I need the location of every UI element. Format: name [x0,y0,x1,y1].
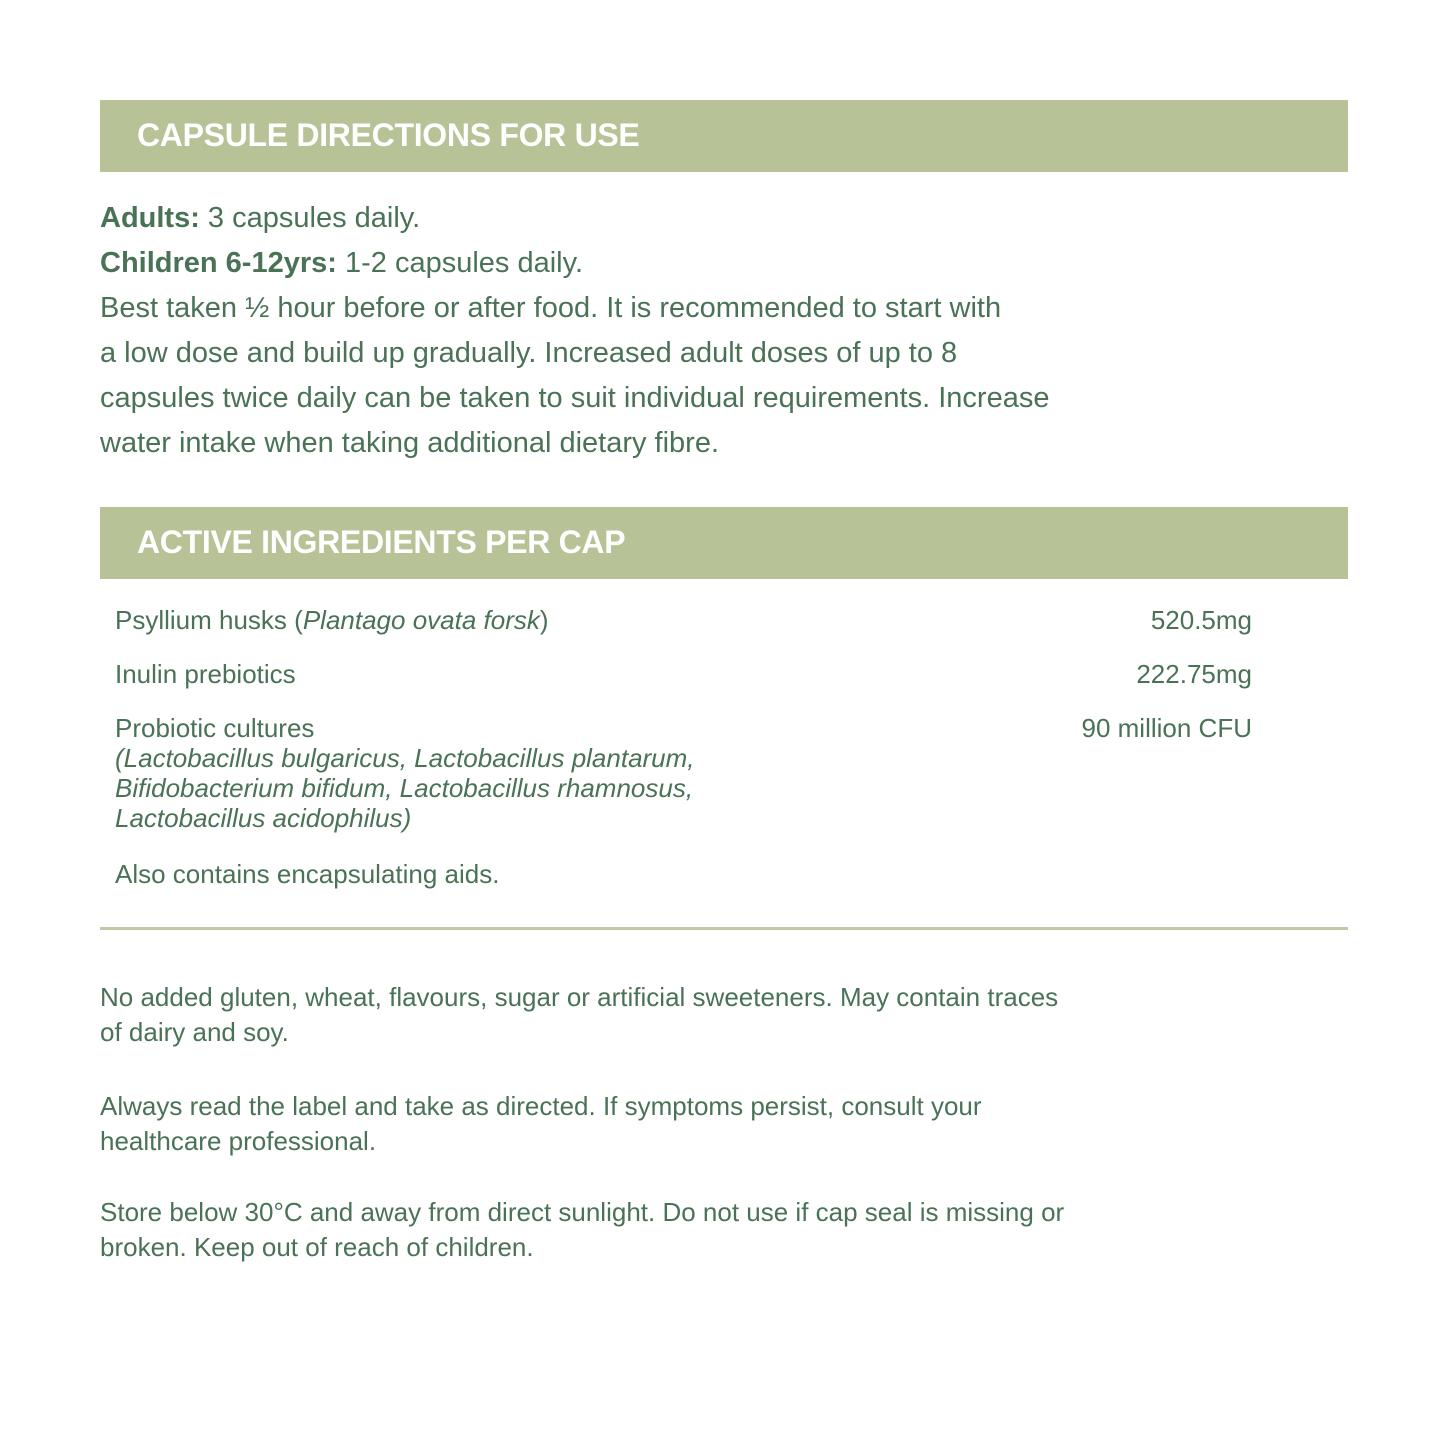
footer-line: No added gluten, wheat, flavours, sugar or artificial sweeteners. May contain traces [100,982,1059,1012]
children-line [100,241,1300,286]
warning-note [100,1089,1260,1159]
ingredient-amount: 222.75mg [1136,659,1252,689]
footer-line: Store below 30°C and away from direct sunlight. Do not use if cap seal is missing or [100,1197,1065,1227]
footer-line: healthcare professional. [100,1126,377,1156]
ingredient-latin: (Lactobacillus bulgaricus, Lactobacillus plantarum, [115,743,695,773]
adults-text: 3 capsules daily. [199,202,421,234]
divider [100,927,1348,930]
ingredient-paren: ) [539,605,549,635]
ingredient-name: Probiotic cultures [115,713,315,743]
ingredients-heading: ACTIVE INGREDIENTS PER CAP [137,524,626,560]
directions-line: Best taken ½ hour before or after food. It is recommended to start with [100,292,1002,324]
ingredient-amount: 90 million CFU [1081,713,1252,743]
adults-line [100,196,1300,241]
ingredient-latin: Lactobacillus acidophilus) [115,803,412,833]
footer-line: Always read the label and take as directed. If symptoms persist, consult your [100,1091,982,1121]
ingredient-row [115,713,1252,833]
ingredient-name: Inulin prebiotics [115,659,296,689]
ingredients-header [100,507,1348,579]
ingredient-row [115,605,1252,635]
storage-note [100,1195,1260,1265]
ingredient-latin: Bifidobacterium bifidum, Lactobacillus rhamnosus, [115,773,694,803]
footer-line: of dairy and soy. [100,1017,289,1047]
directions-line: water intake when taking additional dietary fibre. [100,427,720,459]
footer-line: broken. Keep out of reach of children. [100,1232,534,1262]
directions-header [100,100,1348,172]
allergen-note [100,980,1260,1050]
adults-label: Adults: [100,202,200,234]
ingredient-amount: 520.5mg [1150,605,1252,635]
ingredient-latin: Plantago ovata forsk [302,605,540,635]
ingredients-note: Also contains encapsulating aids. [115,859,500,889]
children-text: 1-2 capsules daily. [336,247,584,279]
directions-heading: CAPSULE DIRECTIONS FOR USE [137,117,640,153]
ingredient-row [115,659,1252,689]
directions-line: a low dose and build up gradually. Increased adult doses of up to 8 [100,337,958,369]
directions-line: capsules twice daily can be taken to suit individual requirements. Increase [100,382,1050,414]
children-label: Children 6-12yrs: [100,247,337,279]
ingredient-name: Psyllium husks ( [115,605,303,635]
directions-body [100,196,1300,466]
